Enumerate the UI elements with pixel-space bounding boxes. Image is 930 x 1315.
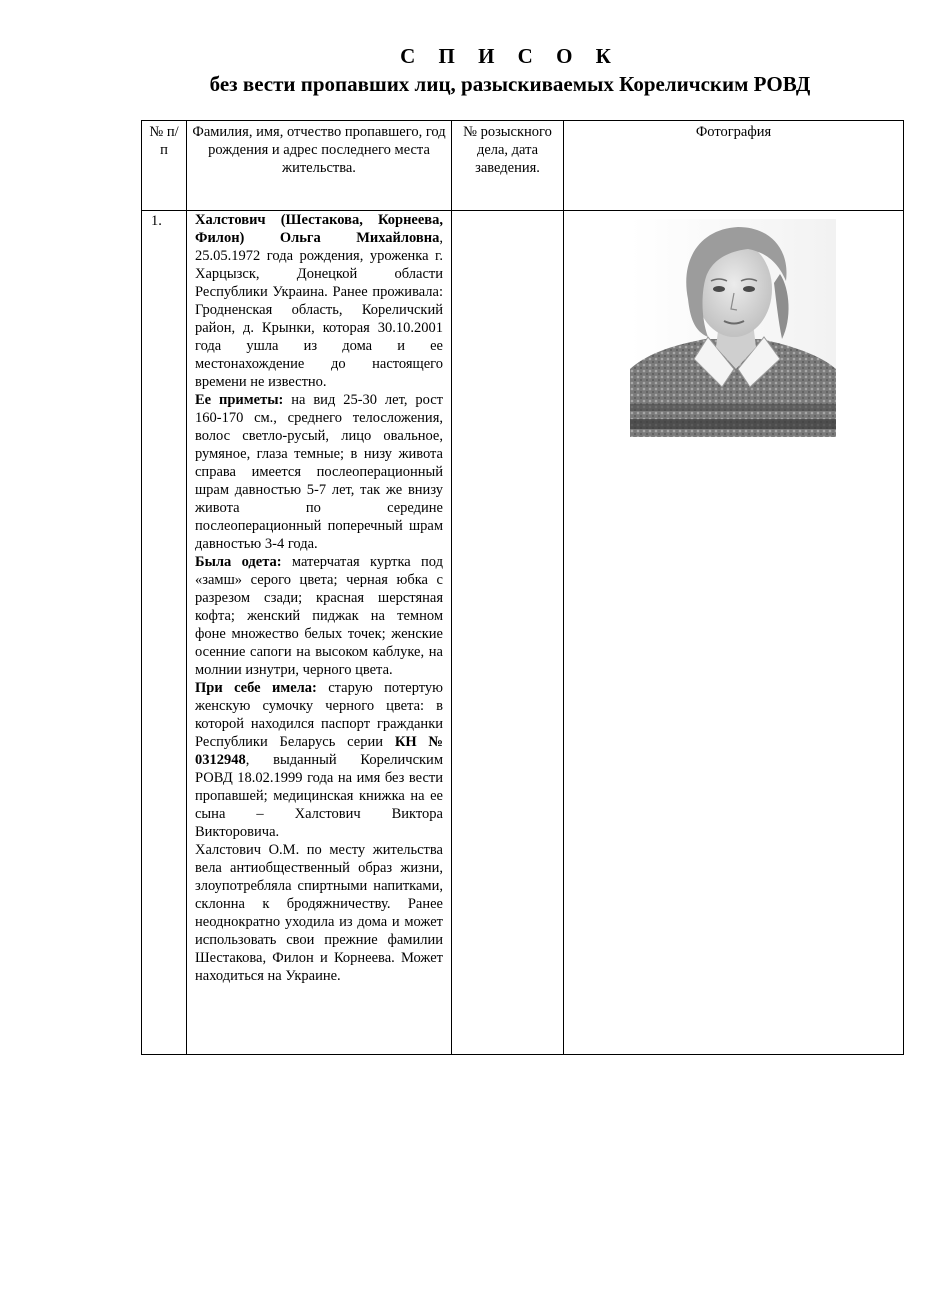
table-header-row (142, 121, 904, 211)
clothes-label: Была одета: (195, 554, 282, 570)
document-title: С П И С О К (400, 44, 620, 68)
belongings-label: При себе имела: (195, 680, 317, 696)
person-name: Халстович (Шестакова, Корнеева, Филон) Ольга Михайловна (195, 212, 443, 246)
case-info-cell (452, 211, 564, 1055)
additional-info: Халстович О.М. по месту жительства вела антиобщественный образ жизни, злоупотребляла спиртными напитками, склонна к бродяжничеству. Ранее неоднократно уходила из дома и может использовать свои прежние фамилии Шестакова, Филон и Корнеева. Может находиться на Украине. (195, 842, 443, 984)
document-subtitle: без вести пропавших лиц, разыскиваемых Кореличским РОВД (209, 72, 811, 96)
person-description-cell (187, 211, 452, 1055)
photo-cell (564, 211, 904, 1055)
person-photo (630, 219, 836, 437)
signs-text: на вид 25-30 лет, рост 160-170 см., среднего телосложения, волос светло-русый, лицо овальное, румяное, глаза темные; в низу живота справа имеется послеоперационный шрам давностью 5-7 лет, так же внизу живота по середине послеоперационный поперечный шрам давностью 3-4 года. (195, 392, 443, 552)
header-number: № п/п (142, 121, 187, 211)
clothes-text: матерчатая куртка под «замш» серого цвета; черная юбка с разрезом сзади; красная шерстяная кофта; женский пиджак на темном фоне множество белых точек; женские осенние сапоги на высоком каблуке, на молнии изнутри, черного цвета. (195, 554, 443, 678)
missing-persons-table (141, 120, 904, 1055)
table-row (142, 211, 904, 1055)
row-number-cell (142, 211, 187, 1055)
signs-label: Ее приметы: (195, 392, 284, 408)
person-bio: , 25.05.1972 года рождения, уроженка г. Харцызск, Донецкой области Республики Украина. Ранее проживала: Гродненская область, Кореличский район, д. Крынки, которая 30.10.2001 года ушла из дома и ее местонахождение до настоящего времени не известно. (195, 230, 443, 390)
header-case: № розыскного дела, дата заведения. (452, 121, 564, 211)
header-name-address: Фамилия, имя, отчество пропавшего, год рождения и адрес последнего места жительства. (187, 121, 452, 211)
passport-number: КН № 0312948 (195, 734, 443, 768)
row-number: 1. (151, 213, 162, 229)
belongings-text-2: , выданный Кореличским РОВД 18.02.1999 года на имя без вести пропавшей; медицинская книжка на ее сына – Халстович Виктора Викторовича. (195, 752, 443, 840)
person-description (187, 211, 451, 985)
belongings-text: старую потертую женскую сумочку черного цвета: в которой находился паспорт гражданки Республики Беларусь серии (195, 680, 443, 750)
header-photo: Фотография (564, 121, 904, 211)
